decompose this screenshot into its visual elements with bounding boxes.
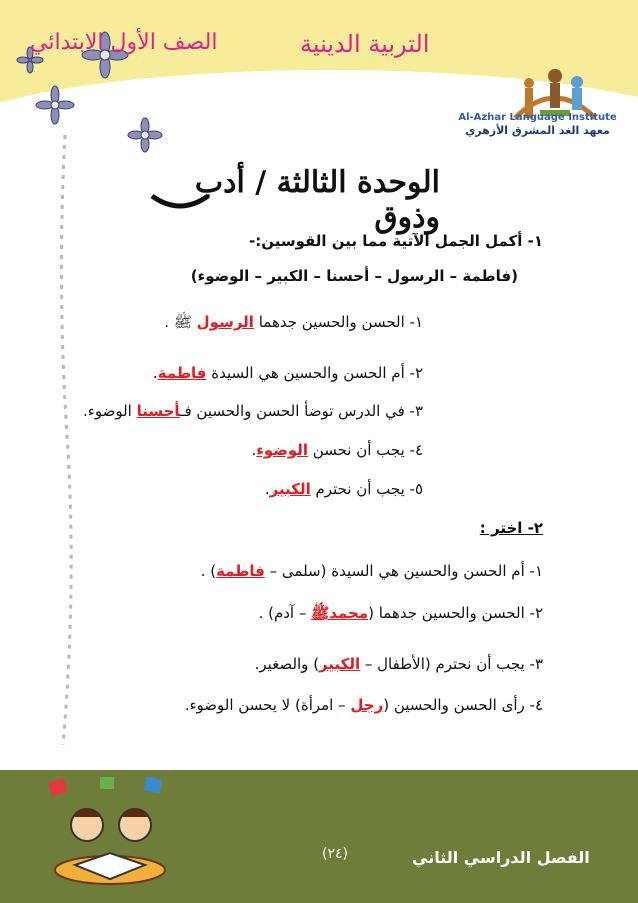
s2-item-4 (185, 696, 543, 714)
section1-heading: ١- أكمل الجمل الآتية مما بين القوسين:- (248, 232, 543, 250)
s2-item-1-text: ١- أم الحسن والحسين هي السيدة (سلمى – (264, 562, 543, 580)
s1-item-3-end: الوضوء. (83, 402, 137, 420)
subject-label: التربية الدينية (300, 30, 430, 58)
s1-item-1-answer: الرسول (196, 313, 254, 331)
s1-item-3-text: ٣- في الدرس توضأ الحسن والحسين فـ (180, 402, 423, 420)
s2-item-2-answer: محمدﷺ (311, 604, 369, 622)
s1-item-1-text: ١- الحسن والحسين جدهما (253, 313, 423, 331)
term-label: الفصل الدراسي الثاني (412, 848, 590, 867)
s1-item-2-text: ٢- أم الحسن والحسين هي السيدة (206, 364, 423, 382)
s2-item-4-answer: رجل (350, 696, 384, 714)
s1-item-4-text: ٤- يجب أن نحسن (308, 441, 423, 459)
s1-item-4 (251, 441, 423, 459)
title-swash-icon (150, 190, 210, 212)
s2-item-2-text: ٢- الحسن والحسين جدهما ( (368, 604, 543, 622)
s1-item-5 (265, 480, 423, 498)
s2-item-1-end: ) . (200, 562, 217, 580)
s1-item-2-answer: فاطمة (157, 364, 207, 382)
s2-item-1 (201, 562, 543, 580)
unit-title: الوحدة الثالثة / أدب وذوق (194, 165, 440, 235)
s2-item-1-answer: فاطمة (216, 562, 265, 580)
s1-item-4-end: . (251, 441, 257, 459)
s1-item-3-answer: أحسنا (136, 402, 181, 420)
institute-name-ar: معهد الغد المشرق الأزهري (465, 124, 610, 137)
institute-name-en: Al-Azhar Language Institute (458, 112, 617, 123)
s2-item-3 (255, 655, 543, 673)
page-number: (٢٤) (322, 846, 348, 862)
s1-item-1 (164, 313, 423, 335)
word-bank: (فاطمة – الرسول – أحسنا – الكبير – الوضوء) (190, 267, 518, 285)
kids-reading-illustration-icon (45, 775, 175, 890)
s1-item-2-end: . (152, 364, 158, 382)
s1-item-2 (153, 364, 423, 382)
s2-item-2-end: – آدم) . (258, 604, 312, 622)
s2-item-3-text: ٣- يجب أن نحترم (الأطفال – (360, 655, 543, 673)
s2-item-3-answer: الكبير (319, 655, 361, 673)
s1-item-4-answer: الوضوء (256, 441, 309, 459)
s2-item-3-end: ) والصغير. (254, 655, 320, 673)
s1-item-5-text: ٥- يجب أن نحترم (310, 480, 423, 498)
dotted-border-icon (55, 135, 75, 745)
s1-item-5-answer: الكبير (269, 480, 311, 498)
s1-item-5-end: . (264, 480, 270, 498)
s1-item-3 (83, 402, 423, 420)
section2-heading: ٢- اختر : (479, 519, 543, 537)
s2-item-4-end: – امرأة) لا يحسن الوضوء. (184, 696, 351, 714)
s2-item-2 (259, 604, 543, 626)
grade-label: الصف الأول الابتدائي (30, 30, 218, 55)
s2-item-4-text: ٤- رأى الحسن والحسين ( (383, 696, 543, 714)
s1-item-1-end: ﷺ . (164, 313, 197, 331)
